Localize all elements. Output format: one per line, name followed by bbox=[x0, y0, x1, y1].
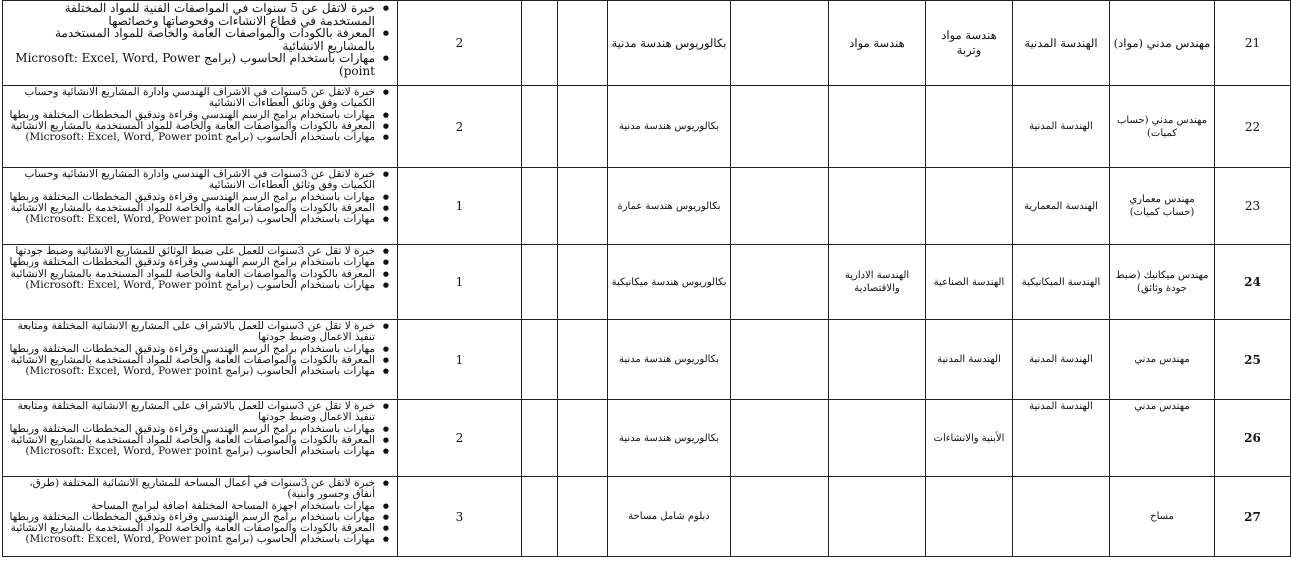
requirement-item: ● مهارات باستخدام برامج الرسم الهندسي وقراءة وتدقيق المخططات المختلفة وربطها bbox=[7, 344, 375, 355]
spec-4-cell bbox=[731, 245, 829, 320]
job-title-cell: مهندس مدني (حساب كميات) bbox=[1110, 86, 1215, 168]
requirements-list bbox=[7, 2, 391, 78]
count-cell: 3 bbox=[398, 477, 522, 557]
spec-1-cell bbox=[1013, 477, 1110, 557]
table-row bbox=[3, 320, 1291, 400]
spec-4-cell bbox=[731, 320, 829, 400]
spec-3-cell bbox=[829, 477, 926, 557]
spec-1-cell: الهندسة المدنية bbox=[1013, 1, 1110, 86]
degree-cell: دبلوم شامل مساحة bbox=[608, 477, 731, 557]
degree-cell: بكالوريوس هندسة مدنية bbox=[608, 320, 731, 400]
spec-4-cell bbox=[731, 477, 829, 557]
empty-cell bbox=[558, 86, 608, 168]
job-title-cell: مهندس معماري (حساب كميات) bbox=[1110, 168, 1215, 245]
empty-cell bbox=[522, 1, 558, 86]
job-title-cell: مهندس مدني (مواد) bbox=[1110, 1, 1215, 86]
spec-2-cell bbox=[926, 86, 1013, 168]
spec-4-cell bbox=[731, 86, 829, 168]
requirement-item: ● المعرفة بالكودات والمواصفات العامة والخاصة للمواد المستخدمة بالمشاريع الانشائية bbox=[7, 203, 375, 214]
requirement-item: ● مهارات باستخدام الحاسوب (برامج Microsoft: Excel, Word, Power point) bbox=[7, 280, 375, 291]
requirement-item: ● مهارات باستخدام الحاسوب (برامج Microsoft: Excel, Word, Power point) bbox=[7, 446, 375, 457]
spec-4-cell bbox=[731, 1, 829, 86]
job-title-cell: مهندس ميكانيك (ضبط جودة وثائق) bbox=[1110, 245, 1215, 320]
row-number-cell: 27 bbox=[1215, 477, 1291, 557]
spec-3-cell bbox=[829, 86, 926, 168]
table-row bbox=[3, 245, 1291, 320]
empty-cell bbox=[558, 400, 608, 477]
table-row bbox=[3, 477, 1291, 557]
row-number-cell: 25 bbox=[1215, 320, 1291, 400]
count-cell: 2 bbox=[398, 86, 522, 168]
spec-1-cell: الهندسة المعمارية bbox=[1013, 168, 1110, 245]
spec-2-cell bbox=[926, 477, 1013, 557]
table-row bbox=[3, 86, 1291, 168]
requirement-item: ● مهارات باستخدام برامج الرسم الهندسي وقراءة وتدقيق المخططات المختلفة وربطها bbox=[7, 512, 375, 523]
requirement-item: ● مهارات باستخدام برامج الرسم الهندسي وقراءة وتدقيق المخططات المختلفة وربطها bbox=[7, 424, 375, 435]
spec-1-cell: الهندسة المدنية bbox=[1013, 400, 1110, 477]
requirements-cell bbox=[3, 1, 398, 86]
requirements-cell bbox=[3, 86, 398, 168]
spec-2-cell: الأبنية والانشاءات bbox=[926, 400, 1013, 477]
requirement-item: ● مهارات باستخدام برامج الرسم الهندسي وقراءة وتدقيق المخططات المختلفة وربطها bbox=[7, 110, 375, 121]
count-cell: 2 bbox=[398, 400, 522, 477]
row-number-cell: 24 bbox=[1215, 245, 1291, 320]
table-row bbox=[3, 168, 1291, 245]
spec-3-cell bbox=[829, 168, 926, 245]
degree-cell: بكالوريوس هندسة مدنية bbox=[608, 86, 731, 168]
table-row bbox=[3, 400, 1291, 477]
requirement-item: ● مهارات باستخدام برامج الرسم الهندسي وقراءة وتدقيق المخططات المختلفة وربطها bbox=[7, 192, 375, 203]
empty-cell bbox=[522, 400, 558, 477]
requirements-list bbox=[7, 246, 391, 291]
requirement-item: ● خبرة لاتقل عن 5 سنوات في المواصفات الفنية للمواد المختلفة المستخدمة في قطاع الانشاءات وفحوصاتها وخصائصها bbox=[7, 2, 375, 27]
requirement-item: ● خبرة لا تقل عن 3سنوات للعمل بالاشراف على المشاريع الانشائية المختلفة ومتابعة تنفيذ الاعمال وضبط جودتها bbox=[7, 401, 375, 424]
requirement-item: ● المعرفة بالكودات والمواصفات العامة والخاصة للمواد المستخدمة بالمشاريع الانشائية bbox=[7, 121, 375, 132]
count-cell: 1 bbox=[398, 320, 522, 400]
spec-1-cell: الهندسة المدنية bbox=[1013, 86, 1110, 168]
requirement-item: ● مهارات باستخدام الحاسوب (برامج Microsoft: Excel, Word, Power point) bbox=[7, 52, 375, 77]
degree-cell: بكالوريوس هندسة ميكانيكية bbox=[608, 245, 731, 320]
row-number-cell: 21 bbox=[1215, 1, 1291, 86]
requirement-item: ● مهارات باستخدام الحاسوب (برامج Microsoft: Excel, Word, Power point) bbox=[7, 132, 375, 143]
job-title-cell: مساح bbox=[1110, 477, 1215, 557]
degree-cell: بكالوريوس هندسة مدنية bbox=[608, 1, 731, 86]
empty-cell bbox=[558, 245, 608, 320]
requirements-cell bbox=[3, 477, 398, 557]
requirements-cell bbox=[3, 245, 398, 320]
job-requirements-table bbox=[2, 0, 1291, 557]
requirement-item: ● خبرة لا تقل عن 3سنوات للعمل بالاشراف على المشاريع الانشائية المختلفة ومتابعة تنفيذ الاعمال وضبط جودتها bbox=[7, 321, 375, 344]
spec-3-cell: هندسة مواد bbox=[829, 1, 926, 86]
spec-4-cell bbox=[731, 400, 829, 477]
requirement-item: ● المعرفة بالكودات والمواصفات العامة والخاصة للمواد المستخدمة بالمشاريع الانشائية bbox=[7, 269, 375, 280]
empty-cell bbox=[522, 168, 558, 245]
empty-cell bbox=[522, 320, 558, 400]
requirement-item: ● خبرة لاتقل عن 5سنوات في الاشراف الهندسي وادارة المشاريع الانشائية وحساب الكميات وفق وثائق العطاءات الانشائية bbox=[7, 87, 375, 110]
spec-3-cell bbox=[829, 320, 926, 400]
empty-cell bbox=[522, 86, 558, 168]
empty-cell bbox=[522, 245, 558, 320]
requirements-list bbox=[7, 401, 391, 457]
requirement-item: ● مهارات باستخدام الحاسوب (برامج Microsoft: Excel, Word, Power point) bbox=[7, 366, 375, 377]
requirements-list bbox=[7, 478, 391, 546]
spec-2-cell: الهندسة الصناعية bbox=[926, 245, 1013, 320]
spec-2-cell: الهندسة المدنية bbox=[926, 320, 1013, 400]
empty-cell bbox=[522, 477, 558, 557]
count-cell: 1 bbox=[398, 168, 522, 245]
requirement-item: ● خبرة لا تقل عن 3سنوات للعمل على ضبط الوثائق للمشاريع الانشائية وضبط جودتها bbox=[7, 246, 375, 257]
requirements-list bbox=[7, 321, 391, 377]
requirement-item: ● مهارات باستخدام الحاسوب (برامج Microsoft: Excel, Word, Power point) bbox=[7, 214, 375, 225]
spec-3-cell: الهندسة الادارية والاقتصادية bbox=[829, 245, 926, 320]
requirement-item: ● خبرة لاتقل عن 3سنوات في أعمال المساحة للمشاريع الانشائية المختلفة (طرق، أنفاق وجسور وأبنية) bbox=[7, 478, 375, 501]
requirement-item: ● مهارات باستخدام اجهزة المساحة المختلفة اضافة لبرامج المساحة bbox=[7, 501, 375, 512]
requirement-item: ● مهارات باستخدام الحاسوب (برامج Microsoft: Excel, Word, Power point) bbox=[7, 534, 375, 545]
requirement-item: ● مهارات باستخدام برامج الرسم الهندسي وقراءة وتدقيق المخططات المختلفة وربطها bbox=[7, 257, 375, 268]
degree-cell: بكالوريوس هندسة عمارة bbox=[608, 168, 731, 245]
empty-cell bbox=[558, 320, 608, 400]
requirement-item: ● خبرة لاتقل عن 3سنوات في الاشراف الهندسي وادارة المشاريع الانشائية وحساب الكميات وفق وثائق العطاءات الانشائية bbox=[7, 169, 375, 192]
spec-3-cell bbox=[829, 400, 926, 477]
row-number-cell: 22 bbox=[1215, 86, 1291, 168]
requirement-item: ● المعرفة بالكودات والمواصفات العامة والخاصة للمواد المستخدمة بالمشاريع الانشائية bbox=[7, 435, 375, 446]
requirement-item: ● المعرفة بالكودات والمواصفات العامة والخاصة للمواد المستخدمة بالمشاريع الانشائية bbox=[7, 355, 375, 366]
requirements-list bbox=[7, 169, 391, 225]
requirements-list bbox=[7, 87, 391, 143]
empty-cell bbox=[558, 168, 608, 245]
count-cell: 1 bbox=[398, 245, 522, 320]
requirement-item: ● المعرفة بالكودات والمواصفات العامة والخاصة للمواد المستخدمة بالمشاريع الانشائية bbox=[7, 523, 375, 534]
job-title-cell: مهندس مدني bbox=[1110, 320, 1215, 400]
empty-cell bbox=[558, 1, 608, 86]
requirements-cell bbox=[3, 320, 398, 400]
row-number-cell: 23 bbox=[1215, 168, 1291, 245]
row-number-cell: 26 bbox=[1215, 400, 1291, 477]
count-cell: 2 bbox=[398, 1, 522, 86]
spec-2-cell: هندسة مواد وتربة bbox=[926, 1, 1013, 86]
requirements-cell bbox=[3, 400, 398, 477]
requirements-cell bbox=[3, 168, 398, 245]
job-title-cell: مهندس مدني bbox=[1110, 400, 1215, 477]
empty-cell bbox=[558, 477, 608, 557]
table-row bbox=[3, 1, 1291, 86]
spec-1-cell: الهندسة المدنية bbox=[1013, 320, 1110, 400]
degree-cell: بكالوريوس هندسة مدنية bbox=[608, 400, 731, 477]
spec-2-cell bbox=[926, 168, 1013, 245]
requirement-item: ● المعرفة بالكودات والمواصفات العامة والخاصة للمواد المستخدمة بالمشاريع الانشائية bbox=[7, 27, 375, 52]
spec-4-cell bbox=[731, 168, 829, 245]
spec-1-cell: الهندسة الميكانيكية bbox=[1013, 245, 1110, 320]
